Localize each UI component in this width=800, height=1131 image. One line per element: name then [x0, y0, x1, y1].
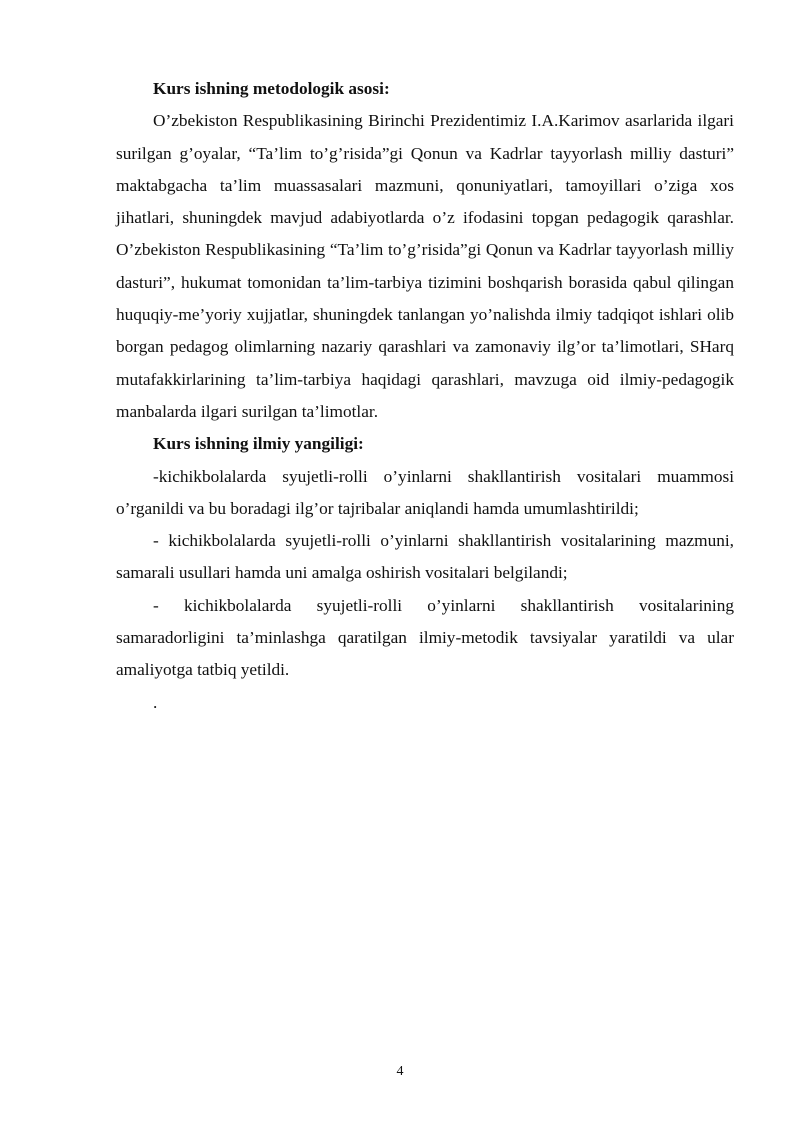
- methodology-paragraph: O’zbekiston Respublikasining Birinchi Prezidentimiz I.A.Karimov asarlarida ilgari surilgan g’oyalar, “Ta’lim to’g’risida”gi Qonun va Kadrlar tayyorlash milliy dasturi” maktabgacha ta’lim muassasalari mazmuni, qonuniyatlari, tamoyillari o’ziga xos jihatlari, shuningdek mavjud adabiyotlarda o’z ifodasini topgan pedagogik qarashlar. O’zbekiston Respublikasining “Ta’lim to’g’risida”gi Qonun va Kadrlar tayyorlash milliy dasturi”, hukumat tomonidan ta’lim-tarbiya tizimini boshqarish borasida qabul qilingan huquqiy-me’yoriy xujjatlar, shuningdek tanlangan yo’nalishda ilmiy tadqiqot ishlari olib borgan pedagog olimlarning nazariy qarashlari va zamonaviy ilg’or ta’limotlari, SHarq mutafakkirlarining ta’lim-tarbiya haqidagi qarashlari, mavzuga oid ilmiy-pedagogik manbalarda ilgari surilgan ta’limotlar.: [116, 111, 734, 421]
- novelty-item-1: -kichikbolalarda syujetli-rolli o’yinlarni shakllantirish vositalari muammosi o’rganildi va bu boradagi ilg’or tajribalar aniqlandi hamda umumlashtirildi;: [116, 466, 734, 518]
- novelty-item-2: - kichikbolalarda syujetli-rolli o’yinlarni shakllantirish vositalarining mazmuni, samarali usullari hamda uni amalga oshirish vositalari belgilandi;: [116, 531, 734, 583]
- novelty-item-3: - kichikbolalarda syujetli-rolli o’yinlarni shakllantirish vositalarining samaradorligini ta’minlashga qaratilgan ilmiy-metodik tavsiyalar yaratildi va ular amaliyotga tatbiq yetildi.: [116, 595, 734, 680]
- novelty-heading: Kurs ishning ilmiy yangiligi:: [153, 434, 364, 454]
- document-body: [116, 73, 734, 719]
- methodology-heading: Kurs ishning metodologik asosi:: [153, 79, 390, 98]
- page-number: 4: [396, 1064, 404, 1079]
- trailing-mark: .: [153, 692, 158, 712]
